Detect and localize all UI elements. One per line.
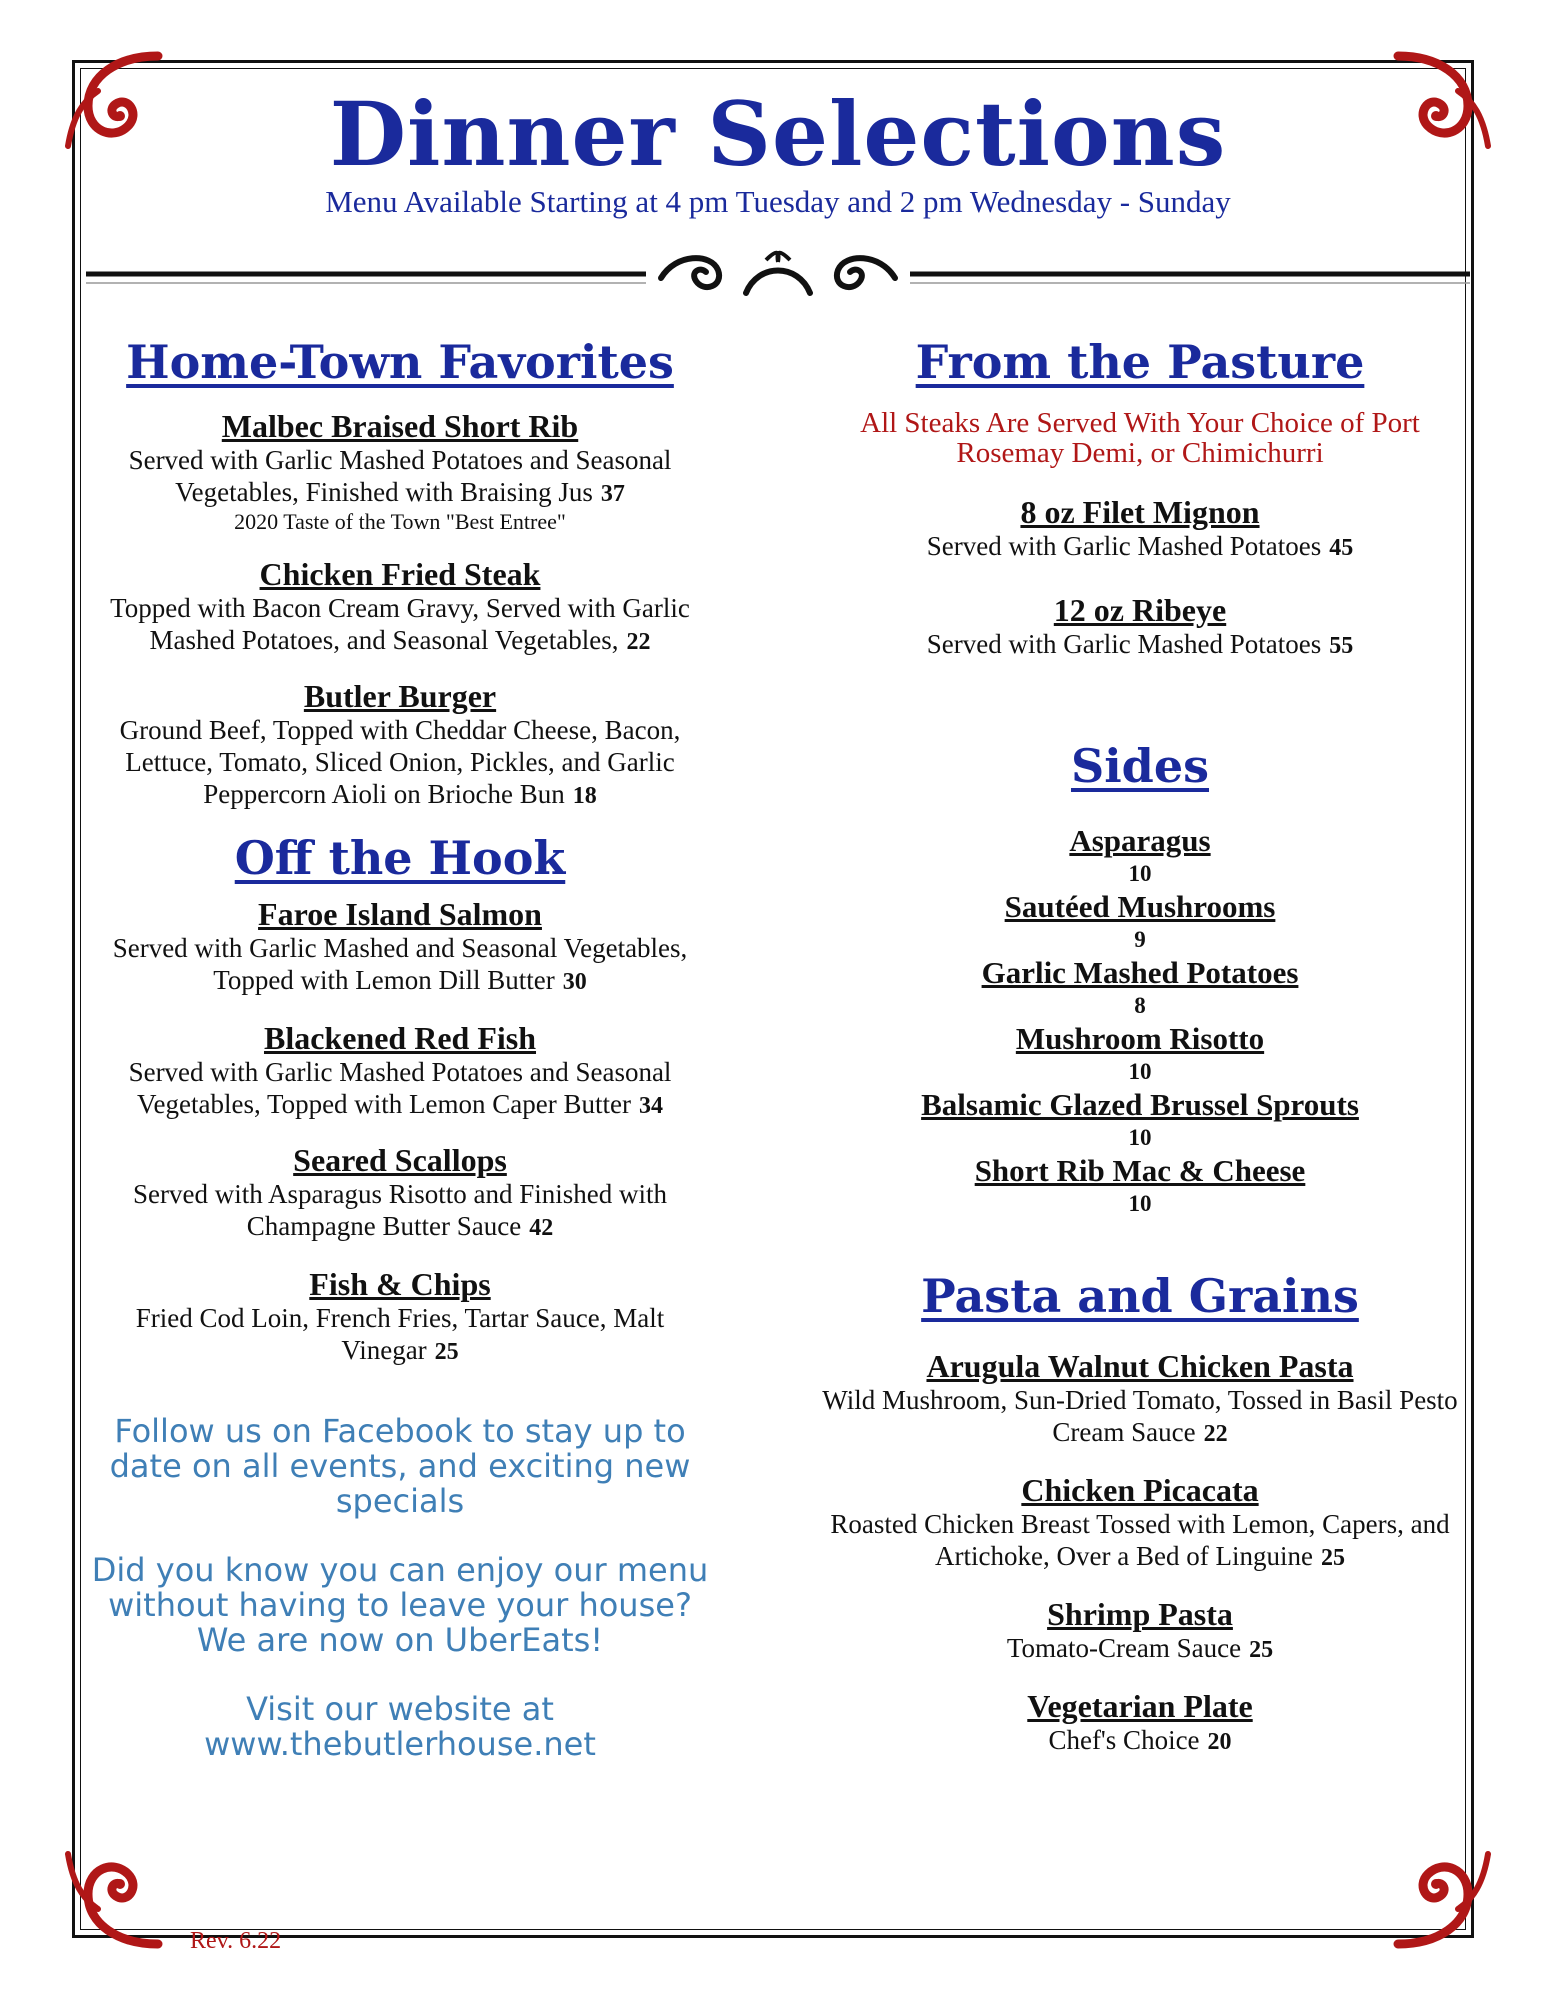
corner-flourish-icon (1378, 1834, 1498, 1954)
item-desc: Tomato-Cream Sauce 25 (1006, 1633, 1274, 1663)
ubereats-promo: Did you know you can enjoy our menu without having to leave your house? (91, 1551, 709, 1624)
section-title-hometown: Home-Town Favorites (126, 335, 674, 389)
side-price: 10 (1128, 1125, 1152, 1150)
item-price: 25 (434, 1339, 459, 1365)
side-name: Short Rib Mac & Cheese (974, 1153, 1306, 1188)
page-title: Dinner Selections (329, 82, 1227, 186)
menu-item (820, 1688, 1460, 1758)
item-name: 12 oz Ribeye (1053, 592, 1227, 628)
item-price: 55 (1329, 633, 1354, 659)
item-desc: Served with Garlic Mashed Potatoes 55 (926, 629, 1354, 659)
item-price: 20 (1207, 1729, 1232, 1755)
item-name: Fish & Chips (309, 1266, 491, 1302)
menu-item (80, 1020, 720, 1122)
side-price: 10 (1128, 1059, 1152, 1084)
section-title-sides: Sides (1070, 739, 1210, 793)
item-name: Shrimp Pasta (1047, 1596, 1233, 1632)
side-price: 10 (1128, 861, 1152, 886)
item-desc: Wild Mushroom, Sun-Dried Tomato, Tossed in Basil Pesto Cream Sauce 22 (822, 1385, 1458, 1447)
item-desc: Served with Garlic Mashed Potatoes 45 (926, 531, 1354, 561)
menu-item (820, 1472, 1460, 1574)
right-column (820, 330, 1460, 1758)
item-desc: Chef's Choice 20 (1048, 1725, 1232, 1755)
sides-list (820, 824, 1460, 1220)
facebook-promo: Follow us on Facebook to stay up to date on all events, and exciting new specials (109, 1412, 691, 1520)
item-desc: Served with Garlic Mashed Potatoes and Seasonal Vegetables, Topped with Lemon Caper Butter 34 (128, 1057, 672, 1119)
list-item (820, 956, 1460, 1022)
item-desc: Served with Garlic Mashed and Seasonal Vegetables, Topped with Lemon Dill Butter 30 (112, 933, 688, 995)
promo-block (80, 1414, 720, 1762)
side-price: 10 (1128, 1191, 1152, 1216)
menu-item (80, 556, 720, 658)
item-name: Blackened Red Fish (263, 1020, 537, 1056)
item-price: 18 (572, 783, 597, 809)
steak-sauce-note: All Steaks Are Served With Your Choice of Port Rosemay Demi, or Chimichurri (860, 407, 1420, 469)
side-name: Mushroom Risotto (1015, 1021, 1265, 1056)
item-name: Chicken Fried Steak (259, 556, 541, 592)
item-price: 22 (1203, 1421, 1228, 1447)
side-name: Sautéed Mushrooms (1004, 889, 1276, 924)
item-name: Butler Burger (303, 678, 497, 714)
item-name: Malbec Braised Short Rib (221, 408, 579, 444)
section-title-pasta: Pasta and Grains (921, 1269, 1359, 1323)
left-column (80, 330, 720, 1762)
scroll-divider-icon (86, 248, 1470, 308)
item-price: 42 (529, 1215, 554, 1241)
page-subtitle: Menu Available Starting at 4 pm Tuesday and 2 pm Wednesday - Sunday (325, 184, 1231, 219)
item-price: 25 (1320, 1545, 1345, 1571)
list-item (820, 824, 1460, 890)
item-price: 30 (562, 969, 587, 995)
revision-label: Rev. 6.22 (190, 1928, 282, 1954)
item-name: Chicken Picacata (1021, 1472, 1259, 1508)
menu-item (80, 896, 720, 998)
item-name: Vegetarian Plate (1027, 1688, 1253, 1724)
menu-item (80, 1266, 720, 1368)
side-name: Asparagus (1069, 823, 1211, 858)
item-desc: Fried Cod Loin, French Fries, Tartar Sauce, Malt Vinegar 25 (135, 1303, 665, 1365)
corner-flourish-icon (58, 1834, 178, 1954)
website-label: Visit our website at (246, 1690, 554, 1728)
side-price: 9 (1134, 927, 1146, 952)
item-desc: Ground Beef, Topped with Cheddar Cheese, Bacon, Lettuce, Tomato, Sliced Onion, Pickles, and Garlic Peppercorn Aioli on Brioche Bun 18 (119, 715, 681, 809)
list-item (820, 1022, 1460, 1088)
website-link[interactable]: www.thebutlerhouse.net (204, 1725, 596, 1763)
side-name: Garlic Mashed Potatoes (981, 955, 1299, 990)
item-desc: Served with Garlic Mashed Potatoes and Seasonal Vegetables, Finished with Braising Jus 37 (128, 445, 672, 507)
list-item (820, 1154, 1460, 1220)
item-desc: Served with Asparagus Risotto and Finished with Champagne Butter Sauce 42 (133, 1179, 667, 1241)
list-item (820, 890, 1460, 956)
item-price: 25 (1249, 1637, 1274, 1663)
item-price: 37 (600, 481, 625, 507)
menu-item (820, 1596, 1460, 1666)
item-desc: Roasted Chicken Breast Tossed with Lemon, Capers, and Artichoke, Over a Bed of Linguine 25 (830, 1509, 1450, 1571)
ubereats-now: We are now on UberEats! (196, 1621, 604, 1659)
menu-item (80, 1142, 720, 1244)
section-title-hook: Off the Hook (234, 831, 566, 885)
item-name: 8 oz Filet Mignon (1020, 494, 1260, 530)
side-price: 8 (1134, 993, 1146, 1018)
menu-item (80, 678, 720, 812)
item-desc: Topped with Bacon Cream Gravy, Served with Garlic Mashed Potatoes, and Seasonal Vegetables, 22 (110, 593, 690, 655)
item-name: Seared Scallops (293, 1142, 507, 1178)
section-title-pasture: From the Pasture (915, 335, 1365, 389)
menu-item (820, 494, 1460, 564)
item-name: Faroe Island Salmon (258, 896, 542, 932)
list-item (820, 1088, 1460, 1154)
item-price: 34 (639, 1093, 663, 1119)
award-note: 2020 Taste of the Town "Best Entree" (234, 509, 566, 534)
item-price: 22 (626, 629, 651, 655)
item-name: Arugula Walnut Chicken Pasta (926, 1348, 1354, 1384)
menu-item (820, 1348, 1460, 1450)
item-price: 45 (1329, 535, 1354, 561)
menu-item (820, 592, 1460, 662)
side-name: Balsamic Glazed Brussel Sprouts (921, 1087, 1359, 1122)
menu-item (80, 408, 720, 534)
